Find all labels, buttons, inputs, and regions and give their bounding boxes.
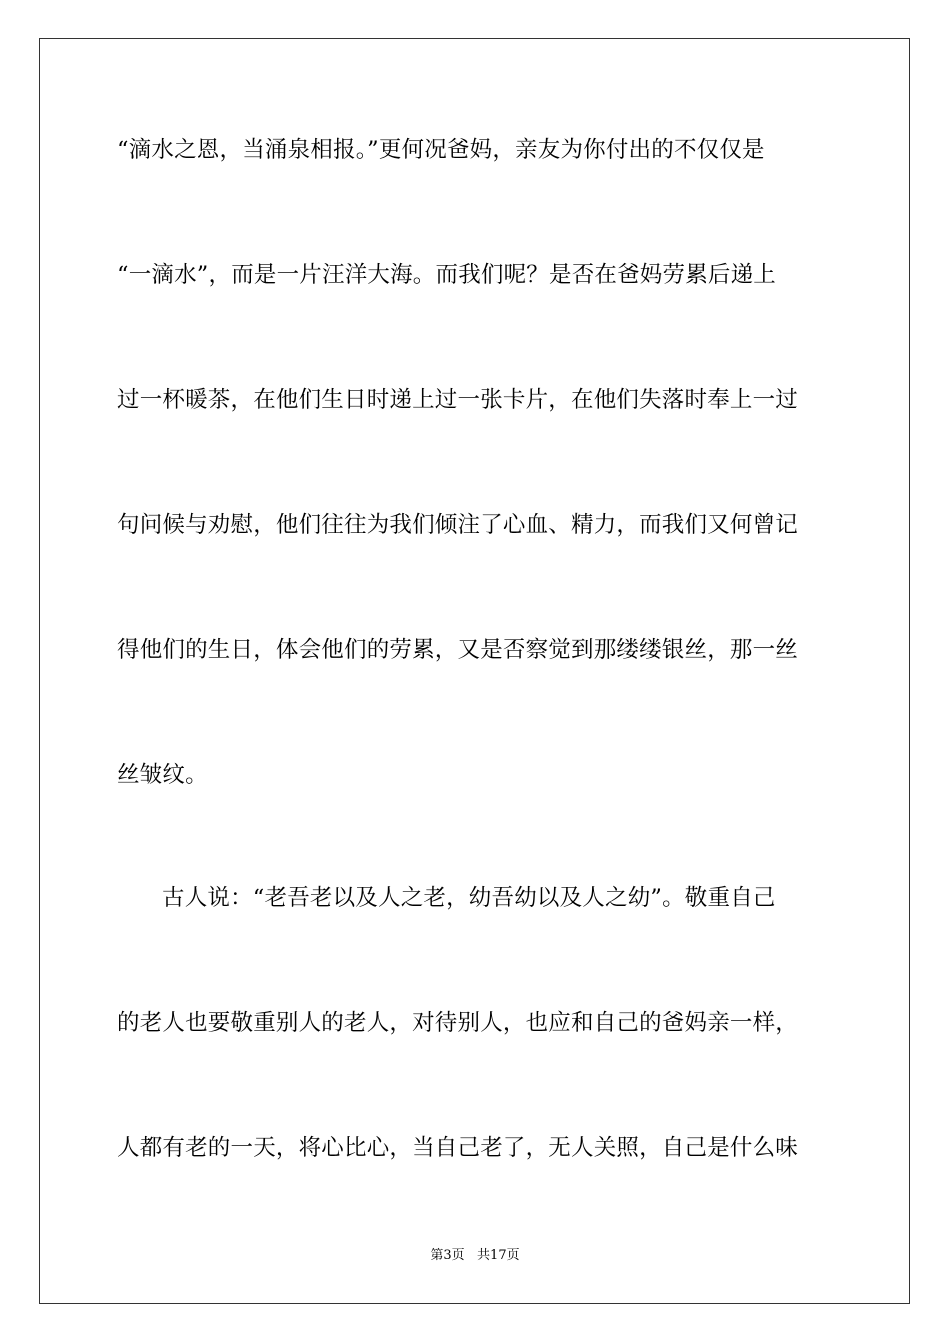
paragraph-line: 人都有老的一天，将心比心，当自己老了，无人关照，自己是什么味	[117, 1135, 799, 1161]
paragraph-line: “一滴水”，而是一片汪洋大海。而我们呢？是否在爸妈劳累后递上	[117, 262, 777, 288]
paragraph-line: 古人说：“老吾老以及人之老，幼吾幼以及人之幼”。敬重自己	[162, 885, 776, 911]
paragraph-line: 的老人也要敬重别人的老人，对待别人，也应和自己的爸妈亲一样，	[117, 1010, 799, 1036]
paragraph-line: “滴水之恩，当涌泉相报。”更何况爸妈，亲友为你付出的不仅仅是	[117, 137, 765, 163]
paragraph-line: 得他们的生日，体会他们的劳累，又是否察觉到那缕缕银丝，那一丝	[117, 637, 799, 663]
paragraph-line: 过一杯暖茶，在他们生日时递上过一张卡片，在他们失落时奉上一过	[117, 387, 799, 413]
paragraph-line: 丝皱纹。	[117, 762, 208, 788]
page-number-footer: 第3页 共17页	[430, 1248, 520, 1263]
page-border	[39, 38, 910, 1304]
paragraph-line: 句问候与劝慰，他们往往为我们倾注了心血、精力，而我们又何曾记	[117, 512, 799, 538]
